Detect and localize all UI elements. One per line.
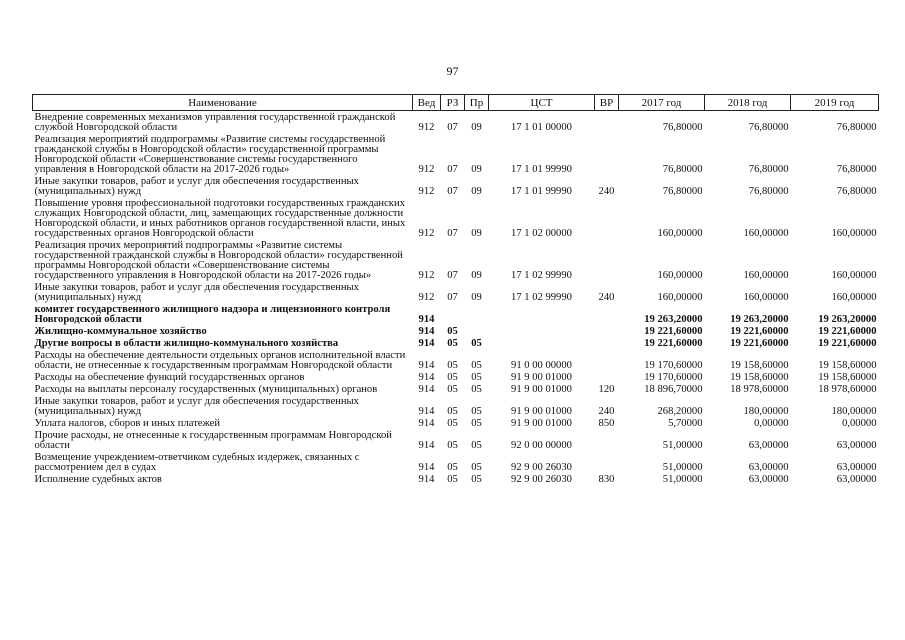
header-cell: Наименование xyxy=(33,95,413,111)
row-rz: 05 xyxy=(447,326,458,337)
row-vr xyxy=(595,325,619,337)
row-rz: 05 xyxy=(447,462,458,473)
row-2018: 63,00000 xyxy=(748,440,789,451)
row-ved: 914 xyxy=(418,338,435,349)
row-ved: 914 xyxy=(418,384,435,395)
table-row xyxy=(33,281,879,303)
row-2017: 51,00000 xyxy=(662,440,703,451)
row-cst: 92 9 00 26030 xyxy=(511,462,572,473)
row-cst: 91 9 00 01000 xyxy=(511,372,572,383)
row-ved: 912 xyxy=(418,228,435,239)
row-2018: 180,00000 xyxy=(743,406,789,417)
table-row xyxy=(33,451,879,473)
table-row xyxy=(33,429,879,451)
row-2018: 19 158,60000 xyxy=(730,372,789,383)
row-2017: 268,20000 xyxy=(657,406,703,417)
row-rz: 05 xyxy=(447,474,458,485)
row-2017: 76,80000 xyxy=(662,164,703,175)
row-vr xyxy=(595,197,619,239)
row-2018: 160,00000 xyxy=(743,228,789,239)
row-cst: 92 9 00 26030 xyxy=(511,474,572,485)
row-2019: 160,00000 xyxy=(831,292,877,303)
row-2017: 160,00000 xyxy=(657,270,703,281)
row-cst: 17 1 02 99990 xyxy=(511,292,572,303)
row-pr: 05 xyxy=(471,338,482,349)
row-2019: 160,00000 xyxy=(831,228,877,239)
header-cell: Пр xyxy=(465,95,489,111)
row-name: Иные закупки товаров, работ и услуг для обеспечения государственных (муниципальных) нужд xyxy=(34,176,359,197)
row-ved: 914 xyxy=(418,314,435,325)
header-cell: РЗ xyxy=(441,95,465,111)
row-pr: 05 xyxy=(471,372,482,383)
row-pr: 09 xyxy=(471,292,482,303)
table-row xyxy=(33,197,879,239)
row-2019: 76,80000 xyxy=(836,122,877,133)
row-name: Жилищно-коммунальное хозяйство xyxy=(34,326,207,337)
row-cst: 91 9 00 01000 xyxy=(511,384,572,395)
row-rz: 05 xyxy=(447,418,458,429)
row-rz: 07 xyxy=(447,122,458,133)
row-rz: 05 xyxy=(447,360,458,371)
row-rz: 05 xyxy=(447,384,458,395)
row-name: Другие вопросы в области жилищно-коммунального хозяйства xyxy=(34,338,339,349)
row-2019: 0,00000 xyxy=(842,418,877,429)
row-rz: 07 xyxy=(447,228,458,239)
header-cell: ЦСТ xyxy=(489,95,595,111)
row-name: Возмещение учреждением-ответчиком судебных издержек, связанных с рассмотрением дел в судах xyxy=(34,452,360,473)
row-2017: 160,00000 xyxy=(657,292,703,303)
row-rz: 05 xyxy=(447,338,458,349)
row-ved: 914 xyxy=(418,326,435,337)
row-2019: 76,80000 xyxy=(836,164,877,175)
header-cell: 2017 год xyxy=(619,95,705,111)
row-vr: 120 xyxy=(598,384,615,395)
row-name: Уплата налогов, сборов и иных платежей xyxy=(34,418,221,429)
row-vr xyxy=(595,337,619,349)
row-vr xyxy=(595,371,619,383)
row-pr xyxy=(465,325,489,337)
row-2018: 19 221,60000 xyxy=(730,326,789,337)
row-name: Расходы на обеспечение деятельности отдельных органов исполнительной власти области, не отнесенные к государственным программам Новгородской области xyxy=(34,350,406,371)
row-2017: 19 170,60000 xyxy=(644,360,703,371)
row-ved: 914 xyxy=(418,474,435,485)
row-cst: 17 1 01 99990 xyxy=(511,164,572,175)
row-ved: 914 xyxy=(418,418,435,429)
row-name: Иные закупки товаров, работ и услуг для обеспечения государственных (муниципальных) нужд xyxy=(34,282,359,303)
header-cell: ВР xyxy=(595,95,619,111)
row-name: Реализация мероприятий подпрограммы «Развитие системы государственной гражданской службы в Новгородской области» государственной программы Новгородской области «Совершенствование системы государственного управления в Новгородской области на 2017-2026 годы» xyxy=(34,134,386,175)
row-2019: 63,00000 xyxy=(836,462,877,473)
row-2018: 19 221,60000 xyxy=(730,338,789,349)
row-cst: 91 9 00 01000 xyxy=(511,418,572,429)
row-2018: 63,00000 xyxy=(748,474,789,485)
row-ved: 914 xyxy=(418,372,435,383)
row-2018: 0,00000 xyxy=(754,418,789,429)
table-row xyxy=(33,417,879,429)
table-row xyxy=(33,325,879,337)
row-rz: 07 xyxy=(447,270,458,281)
row-ved: 912 xyxy=(418,186,435,197)
row-pr: 09 xyxy=(471,164,482,175)
row-vr: 240 xyxy=(598,292,615,303)
row-2019: 19 158,60000 xyxy=(818,360,877,371)
table-row xyxy=(33,383,879,395)
row-pr: 09 xyxy=(471,228,482,239)
table-row xyxy=(33,303,879,325)
row-vr: 850 xyxy=(598,418,615,429)
table-header xyxy=(33,95,879,111)
table-row xyxy=(33,473,879,485)
row-pr: 09 xyxy=(471,186,482,197)
row-2017: 18 896,70000 xyxy=(644,384,703,395)
row-pr: 05 xyxy=(471,360,482,371)
row-2018: 19 158,60000 xyxy=(730,360,789,371)
row-2018: 160,00000 xyxy=(743,292,789,303)
row-2017: 19 170,60000 xyxy=(644,372,703,383)
row-rz: 05 xyxy=(447,440,458,451)
row-2017: 5,70000 xyxy=(668,418,703,429)
row-pr: 05 xyxy=(471,384,482,395)
row-name: Расходы на выплаты персоналу государственных (муниципальных) органов xyxy=(34,384,378,395)
row-pr: 05 xyxy=(471,418,482,429)
table-row xyxy=(33,239,879,281)
row-2018: 160,00000 xyxy=(743,270,789,281)
row-cst: 92 0 00 00000 xyxy=(511,440,572,451)
row-rz: 05 xyxy=(447,372,458,383)
row-2018: 76,80000 xyxy=(748,164,789,175)
row-2019: 18 978,60000 xyxy=(818,384,877,395)
row-name: Повышение уровня профессиональной подготовки государственных гражданских служащих Новгородской области, лиц, замещающих государственные должности Новгородской области, и иных работников органов государственной власти, иных государственных органов Новгородской области xyxy=(34,198,406,239)
row-cst: 91 9 00 01000 xyxy=(511,406,572,417)
row-2017: 19 221,60000 xyxy=(644,338,703,349)
row-2018: 18 978,60000 xyxy=(730,384,789,395)
row-2017: 51,00000 xyxy=(662,474,703,485)
row-2017: 76,80000 xyxy=(662,186,703,197)
page-number: 97 xyxy=(446,64,459,78)
row-pr: 05 xyxy=(471,406,482,417)
row-rz: 07 xyxy=(447,164,458,175)
row-vr: 830 xyxy=(598,474,615,485)
row-2018: 76,80000 xyxy=(748,122,789,133)
row-name: Иные закупки товаров, работ и услуг для обеспечения государственных (муниципальных) нужд xyxy=(34,396,359,417)
row-name: Внедрение современных механизмов управления государственной гражданской службой Новгородской области xyxy=(34,112,396,133)
row-vr xyxy=(595,429,619,451)
row-cst: 91 0 00 00000 xyxy=(511,360,572,371)
row-ved: 914 xyxy=(418,440,435,451)
row-2019: 63,00000 xyxy=(836,440,877,451)
row-vr xyxy=(595,451,619,473)
row-cst: 17 1 02 00000 xyxy=(511,228,572,239)
row-2017: 51,00000 xyxy=(662,462,703,473)
row-ved: 914 xyxy=(418,462,435,473)
table-row xyxy=(33,111,879,134)
row-2019: 76,80000 xyxy=(836,186,877,197)
row-vr xyxy=(595,239,619,281)
row-vr xyxy=(595,349,619,371)
budget-table xyxy=(32,94,879,485)
row-cst: 17 1 01 00000 xyxy=(511,122,572,133)
row-pr: 05 xyxy=(471,474,482,485)
row-pr: 05 xyxy=(471,462,482,473)
header-cell: 2018 год xyxy=(705,95,791,111)
row-vr: 240 xyxy=(598,406,615,417)
row-2018: 19 263,20000 xyxy=(730,314,789,325)
row-2017: 19 221,60000 xyxy=(644,326,703,337)
row-cst: 17 1 01 99990 xyxy=(511,186,572,197)
row-vr: 240 xyxy=(598,186,615,197)
row-name: Исполнение судебных актов xyxy=(34,474,162,485)
row-2019: 180,00000 xyxy=(831,406,877,417)
row-2018: 76,80000 xyxy=(748,186,789,197)
row-vr xyxy=(595,133,619,175)
row-cst xyxy=(489,337,595,349)
row-2018: 63,00000 xyxy=(748,462,789,473)
row-2019: 19 221,60000 xyxy=(818,326,877,337)
row-ved: 912 xyxy=(418,270,435,281)
row-rz: 07 xyxy=(447,292,458,303)
row-cst xyxy=(489,325,595,337)
row-name: Прочие расходы, не отнесенные к государственным программам Новгородской области xyxy=(34,430,392,451)
row-2019: 19 221,60000 xyxy=(818,338,877,349)
table-row xyxy=(33,133,879,175)
row-pr: 09 xyxy=(471,270,482,281)
row-2019: 19 158,60000 xyxy=(818,372,877,383)
row-2017: 160,00000 xyxy=(657,228,703,239)
row-2019: 63,00000 xyxy=(836,474,877,485)
row-name: Расходы на обеспечение функций государственных органов xyxy=(34,372,305,383)
header-cell: Вед xyxy=(413,95,441,111)
table-row xyxy=(33,395,879,417)
row-cst xyxy=(489,303,595,325)
row-ved: 912 xyxy=(418,122,435,133)
row-ved: 912 xyxy=(418,292,435,303)
table-row xyxy=(33,349,879,371)
row-rz: 05 xyxy=(447,406,458,417)
table-row xyxy=(33,371,879,383)
row-vr xyxy=(595,303,619,325)
row-name: Реализация прочих мероприятий подпрограммы «Развитие системы государственной гражданской службы в Новгородской области» государственной программы Новгородской области «Совершенствование системы государственного управления в Новгородской области на 2017-2026 годы» xyxy=(34,240,403,281)
row-name: комитет государственного жилищного надзора и лицензионного контроля Новгородской области xyxy=(34,304,391,325)
row-pr: 05 xyxy=(471,440,482,451)
row-rz xyxy=(441,303,465,325)
row-rz: 07 xyxy=(447,186,458,197)
row-2019: 160,00000 xyxy=(831,270,877,281)
row-2019: 19 263,20000 xyxy=(818,314,877,325)
row-ved: 914 xyxy=(418,406,435,417)
row-ved: 914 xyxy=(418,360,435,371)
row-cst: 17 1 02 99990 xyxy=(511,270,572,281)
table-row xyxy=(33,175,879,197)
row-vr xyxy=(595,111,619,134)
row-ved: 912 xyxy=(418,164,435,175)
table-row xyxy=(33,337,879,349)
header-cell: 2019 год xyxy=(791,95,879,111)
row-2017: 19 263,20000 xyxy=(644,314,703,325)
row-pr xyxy=(465,303,489,325)
row-2017: 76,80000 xyxy=(662,122,703,133)
row-pr: 09 xyxy=(471,122,482,133)
